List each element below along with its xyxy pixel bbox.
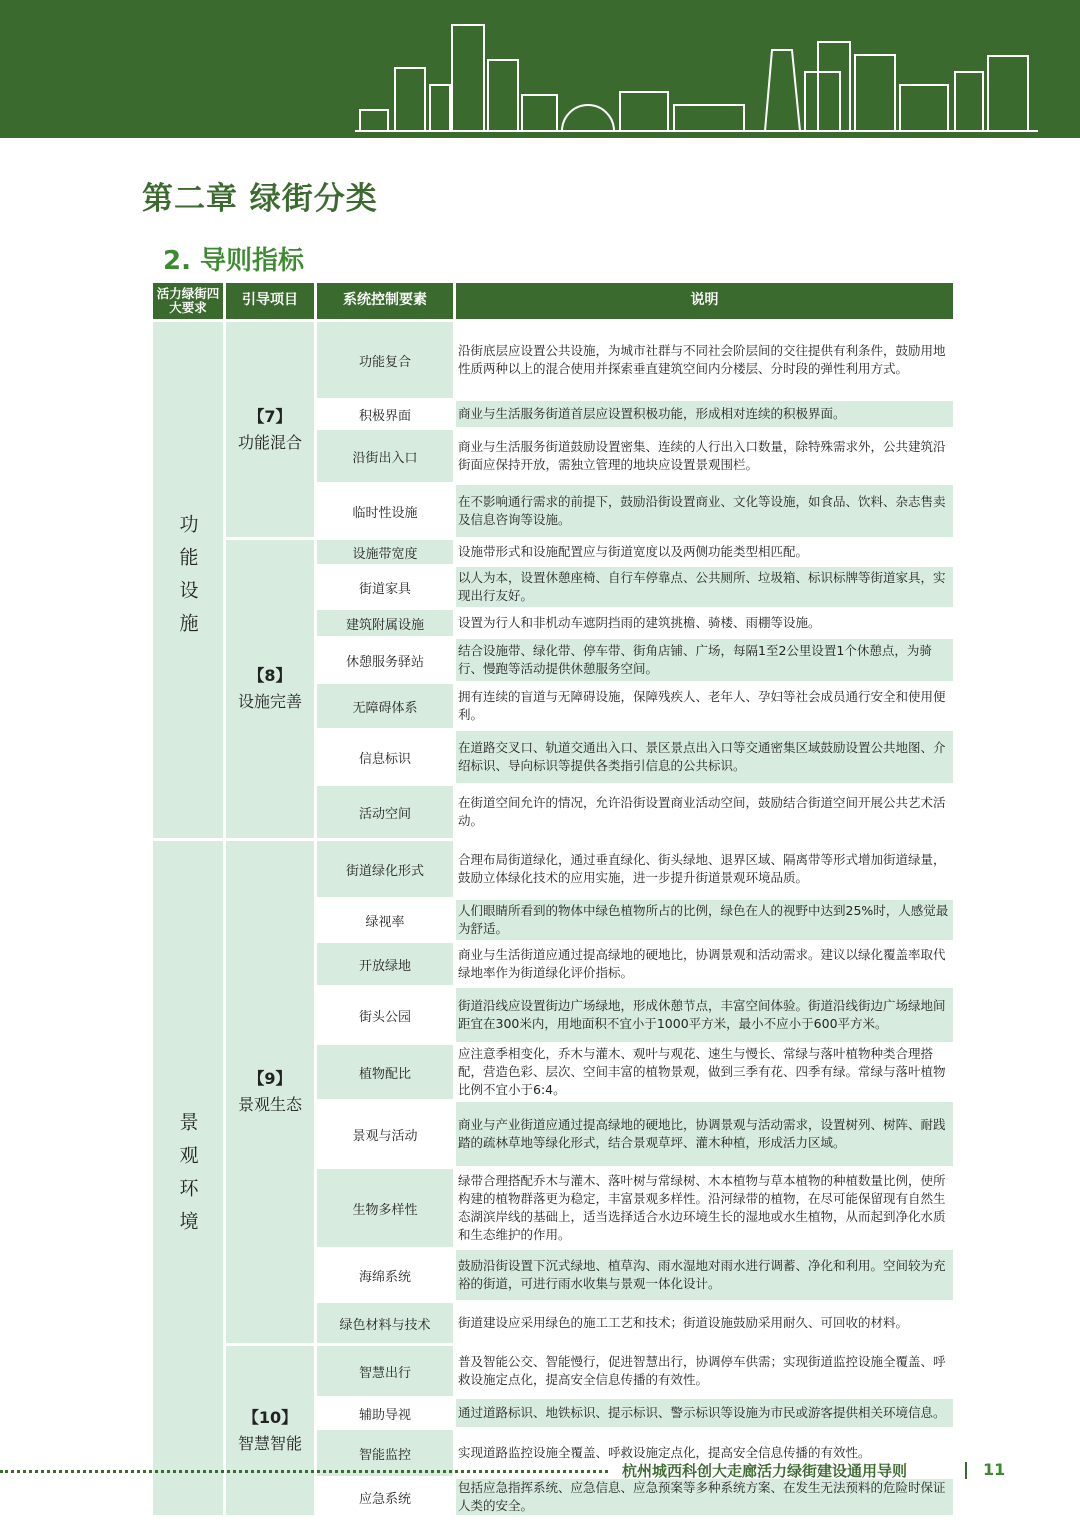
table-row-element: 功能复合 [317,322,453,398]
table-row-element: 植物配比 [317,1045,453,1099]
footer-title: 杭州城西科创大走廊活力绿街建设通用导则 [622,1462,908,1480]
header-control-element: 系统控制要素 [317,283,453,319]
guide-item-facility: 【8】 设施完善 [226,540,314,838]
header-guide-item: 引导项目 [226,283,314,319]
table-row-element: 应急系统 [317,1479,453,1515]
section-title: 2. 导则指标 [163,246,305,276]
table-row-element: 设施带宽度 [317,540,453,564]
chapter-title: 第二章 绿街分类 [142,181,378,217]
header-requirements: 活力绿街四大要求 [153,283,223,319]
table-row-desc: 拥有连续的盲道与无障碍设施，保障残疾人、老年人、孕妇等社会成员通行安全和使用便利。 [456,684,953,728]
table-row-element: 智能监控 [317,1430,453,1476]
table-row-element: 街头公园 [317,988,453,1042]
table-row-element: 活动空间 [317,786,453,838]
table-row-element: 绿色材料与技术 [317,1303,453,1343]
table-row-desc: 以人为本，设置休憩座椅、自行车停靠点、公共厕所、垃圾箱、标识标牌等街道家具，实现出行友好。 [456,567,953,607]
table-row-element: 辅助导视 [317,1399,453,1427]
table-row-element: 休憩服务驿站 [317,639,453,681]
table-row-desc: 鼓励沿街设置下沉式绿地、植草沟、雨水湿地对雨水进行调蓄、净化和利用。空间较为充裕的街道，可进行雨水收集与景观一体化设计。 [456,1250,953,1300]
table-row-desc: 绿带合理搭配乔木与灌木、落叶树与常绿树、木本植物与草本植物的种植数量比例，使所构建的植物群落更为稳定，丰富景观多样性。沿河绿带的植物，在尽可能保留现有自然生态湖滨岸线的基础上，适当选择适合水边环境生长的湿地或水生植物，从而起到净化水质和生态维护的作用。 [456,1169,953,1247]
page-number: 11 [983,1460,1006,1479]
table-row-element: 积极界面 [317,401,453,427]
table-row-element: 绿视率 [317,900,453,940]
table-row-element: 临时性设施 [317,485,453,537]
table-row-desc: 普及智能公交、智能慢行，促进智慧出行，协调停车供需；实现街道监控设施全覆盖、呼救设施定点化，提高安全信息传播的有效性。 [456,1346,953,1396]
footer-dotted-line [0,1470,608,1473]
table-row-desc: 包括应急指挥系统、应急信息、应急预案等多种系统方案、在发生无法预料的危险时保证人类的安全。 [456,1479,953,1515]
table-row-element: 开放绿地 [317,943,453,985]
table-row-desc: 商业与生活服务街道首层应设置积极功能，形成相对连续的积极界面。 [456,401,953,427]
table-row-element: 无障碍体系 [317,684,453,728]
table-row-element: 街道绿化形式 [317,841,453,897]
table-row-element: 建筑附属设施 [317,610,453,636]
table-row-desc: 合理布局街道绿化，通过垂直绿化、街头绿地、退界区域、隔离带等形式增加街道绿量，鼓励立体绿化技术的应用实施，进一步提升街道景观环境品质。 [456,841,953,897]
table-row-desc: 沿街底层应设置公共设施，为城市社群与不同社会阶层间的交往提供有利条件，鼓励用地性质两种以上的混合使用并探索垂直建筑空间内分楼层、分时段的弹性利用方式。 [456,322,953,398]
table-row-element: 智慧出行 [317,1346,453,1396]
requirement-landscape-environment: 景观环境 [153,841,223,1515]
table-row-desc: 商业与生活街道应通过提高绿地的硬地比，协调景观和活动需求。建议以绿化覆盖率取代绿地率作为街道绿化评价指标。 [456,943,953,985]
table-row-desc: 在不影响通行需求的前提下，鼓励沿街设置商业、文化等设施，如食品、饮料、杂志售卖及信息咨询等设施。 [456,485,953,537]
guide-item-landscape-ecology: 【9】 景观生态 [226,841,314,1343]
table-row-element: 街道家具 [317,567,453,607]
table-row-desc: 街道沿线应设置街边广场绿地，形成休憩节点，丰富空间体验。街道沿线街边广场绿地间距宜在300米内，用地面积不宜小于1000平方米，最小不应小于600平方米。 [456,988,953,1042]
header-description: 说明 [456,283,953,319]
table-row-desc: 街道建设应采用绿色的施工工艺和技术；街道设施鼓励采用耐久、可回收的材料。 [456,1303,953,1343]
table-row-element: 信息标识 [317,731,453,783]
table-row-desc: 应注意季相变化，乔木与灌木、观叶与观花、速生与慢长、常绿与落叶植物种类合理搭配，营造色彩、层次、空间丰富的植物景观，做到三季有花、四季有绿。常绿与落叶植物比例不宜小于6:4。 [456,1045,953,1099]
requirement-function-facility: 功能设施 [153,322,223,838]
table-row-desc: 在街道空间允许的情况，允许沿街设置商业活动空间，鼓励结合街道空间开展公共艺术活动。 [456,786,953,838]
table-row-element: 生物多样性 [317,1169,453,1247]
table-row-desc: 设施带形式和设施配置应与街道宽度以及两侧功能类型相匹配。 [456,540,953,564]
guide-item-smart: 【10】 智慧智能 [226,1346,314,1515]
table-row-element: 海绵系统 [317,1250,453,1300]
table-row-desc: 在道路交叉口、轨道交通出入口、景区景点出入口等交通密集区域鼓励设置公共地图、介绍标识、导向标识等提供各类指引信息的公共标识。 [456,731,953,783]
table-row-element: 景观与活动 [317,1102,453,1166]
table-row-desc: 商业与产业街道应通过提高绿地的硬地比，协调景观与活动需求，设置树列、树阵、耐践踏的疏林草地等绿化形式，结合景观草坪、灌木种植，形成活力区域。 [456,1102,953,1166]
table-row-desc: 人们眼睛所看到的物体中绿色植物所占的比例，绿色在人的视野中达到25%时，人感觉最为舒适。 [456,900,953,940]
table-row-desc: 实现道路监控设施全覆盖、呼救设施定点化，提高安全信息传播的有效性。 [456,1430,953,1476]
table-row-desc: 结合设施带、绿化带、停车带、街角店铺、广场，每隔1至2公里设置1个休憩点，为骑行、慢跑等活动提供休憩服务空间。 [456,639,953,681]
header-banner [0,0,1080,138]
table-row-desc: 通过道路标识、地铁标识、提示标识、警示标识等设施为市民或游客提供相关环境信息。 [456,1399,953,1427]
footer-divider [965,1462,967,1479]
table-row-element: 沿街出入口 [317,430,453,482]
city-skyline-illustration [0,0,1080,138]
guide-item-function-mix: 【7】 功能混合 [226,322,314,537]
table-row-desc: 商业与生活服务街道鼓励设置密集、连续的人行出入口数量，除特殊需求外，公共建筑沿街面应保持开放，需独立管理的地块应设置景观围栏。 [456,430,953,482]
table-row-desc: 设置为行人和非机动车遮阴挡雨的建筑挑檐、骑楼、雨棚等设施。 [456,610,953,636]
